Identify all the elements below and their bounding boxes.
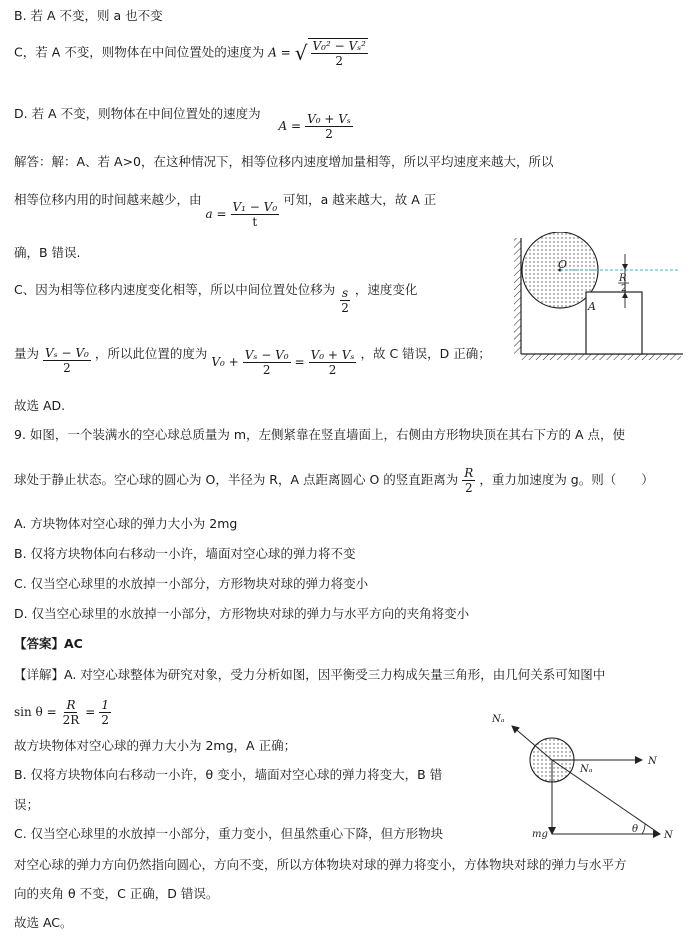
answer2-line1-text: C、因为相等位移内速度变化相等，所以中间位置处位移为 xyxy=(14,282,336,297)
label-n-bottom: N xyxy=(664,830,673,841)
label-n-right: N xyxy=(648,756,657,767)
detail-line2: 故方块物体对空心球的弹力大小为 2mg，A 正确； xyxy=(14,738,297,753)
detail-line7: 向的夹角 θ 不变，C 正确，D 错误。 xyxy=(14,886,219,901)
answer2-s-num: s xyxy=(341,286,349,300)
label-na-top: Nₐ xyxy=(492,714,505,725)
answer2-dv-num: Vₛ − V₀ xyxy=(45,346,89,360)
question9-r-num: R xyxy=(464,466,474,480)
wall-hatch xyxy=(514,238,521,354)
label-two: 2 xyxy=(621,284,627,294)
choice-d: D. 仅当空心球里的水放掉一小部分，方形物块对球的弹力与水平方向的夹角将变小 xyxy=(14,606,470,621)
answer2-v-den2: 2 xyxy=(328,363,337,377)
choice-a: A. 方块物体对空心球的弹力大小为 2mg xyxy=(14,516,238,531)
detail-line4: 误； xyxy=(14,797,40,812)
choice-c: C. 仅当空心球里的水放掉一小部分，方形物块对球的弹力将变小 xyxy=(14,576,369,591)
answer2-v-num2: V₀ + Vₛ xyxy=(310,348,355,362)
option-b-text: B. 若 A 不变，则 a 也不变 xyxy=(14,8,163,23)
sin-num2: 1 xyxy=(101,698,109,712)
answer1-line2-tail: 可知，a 越来越大，故 A 正 xyxy=(283,192,437,207)
detail-line1: 【详解】A. 对空心球整体为研究对象，受力分析如图，因平衡受三力构成矢量三角形，由几何关系可知图中 xyxy=(14,667,606,682)
answer2-v-lhs: V₀ + xyxy=(211,355,239,369)
dim-arrow-top xyxy=(622,264,628,270)
figure-force-triangle xyxy=(488,710,686,842)
answer1-f-lhs: a = xyxy=(205,207,227,221)
label-o: O xyxy=(558,258,568,271)
answer2-v-eq: = xyxy=(294,355,305,369)
option-d-lhs: A = xyxy=(278,119,302,133)
answer2-line2 xyxy=(14,340,491,377)
option-d-den: 2 xyxy=(325,127,333,141)
answer2-dv-den: 2 xyxy=(63,361,71,375)
answer-final-ad: 故选 AD. xyxy=(14,398,66,413)
question9-line2 xyxy=(14,466,654,495)
option-c-text: C，若 A 不变，则物体在中间位置处的速度为 xyxy=(14,44,265,60)
answer1-line1: 解答：解：A、若 A>0，在这种情况下，相等位移内速度增加量相等，所以平均速度来越大，所以 xyxy=(14,154,554,169)
detail-line3: B. 仅将方块物体向右移动一小许，θ 变小，墙面对空心球的弹力将变大，B 错 xyxy=(14,767,443,782)
answer-label: 【答案】AC xyxy=(14,636,83,651)
answer2-v-den1: 2 xyxy=(262,363,271,377)
option-d-num: V₀ + Vₛ xyxy=(307,112,351,126)
label-mg: mg xyxy=(532,829,548,840)
option-c: C，若 A 不变，则物体在中间位置处的速度为 A = √ $\frac{\text{V₀² − Vₛ²}}{2}$ xyxy=(14,39,366,68)
answer2-s-den: 2 xyxy=(341,301,349,315)
option-c-den: 2 xyxy=(335,54,344,68)
option-c-lhs: A = xyxy=(268,45,291,60)
sin-den2: 2 xyxy=(101,713,109,727)
detail-line5: C. 仅当空心球里的水放掉一小部分，重力变小，但虽然重心下降，但方形物块 xyxy=(14,826,444,841)
answer2-line2-tail: ，故 C 错误，D 正确； xyxy=(360,346,491,361)
triangle-hypotenuse xyxy=(552,760,660,834)
choice-b: B. 仅将方块物体向右移动一小许，墙面对空心球的弹力将不变 xyxy=(14,546,356,561)
option-c-num: V₀² − Vₛ² xyxy=(312,39,366,53)
question9-r-den: 2 xyxy=(464,481,473,495)
answer2-line2-text: 量为 xyxy=(14,346,40,361)
answer1-f-den: t xyxy=(252,215,258,229)
label-theta: θ xyxy=(632,824,639,835)
answer1-line2-text: 相等位移内用的时间越来越少，由 xyxy=(14,192,202,207)
question9-line2-text: 球处于静止状态。空心球的圆心为 O，半径为 R，A 点距离圆心 O 的竖直距离为 xyxy=(14,472,459,487)
label-na-mid: Nₐ xyxy=(580,764,593,775)
sin-eq: = xyxy=(85,705,96,719)
answer2-line1 xyxy=(14,276,418,315)
theta-arc xyxy=(642,824,645,834)
answer1-line3: 确，B 错误. xyxy=(14,245,81,260)
sin-lhs: sin θ = xyxy=(14,705,57,719)
option-d xyxy=(14,100,353,141)
sin-formula xyxy=(14,698,111,727)
answer-final-ac: 故选 AC。 xyxy=(14,915,73,930)
ground-hatch xyxy=(521,354,681,360)
answer1-line2 xyxy=(14,186,437,229)
option-d-text: D. 若 A 不变，则物体在中间位置处的速度为 xyxy=(14,106,261,121)
label-r: R xyxy=(619,273,627,284)
answer2-v-num1: Vₛ − V₀ xyxy=(244,348,289,362)
figure-ball-wall-block xyxy=(508,232,688,362)
question9-line2-tail: ，重力加速度为 g。则（ ） xyxy=(479,472,654,487)
answer2-line2-mid: ，所以此位置的度为 xyxy=(94,346,208,361)
answer2-line1-tail: ，速度变化 xyxy=(354,282,418,297)
sin-den1: 2R xyxy=(62,713,80,727)
answer1-f-num: V₁ − V₀ xyxy=(232,200,278,214)
detail-line6: 对空心球的弹力方向仍然指向圆心，方向不变，所以方体物块对球的弹力将变小，方体物块对球的弹力与水平方 xyxy=(14,857,627,872)
question9-line1: 9. 如图，一个装满水的空心球总质量为 m，左侧紧靠在竖直墙面上，右侧由方形物块顶在其右下方的 A 点，使 xyxy=(14,427,626,442)
label-a: A xyxy=(588,300,596,313)
sin-num1: R xyxy=(66,698,76,712)
